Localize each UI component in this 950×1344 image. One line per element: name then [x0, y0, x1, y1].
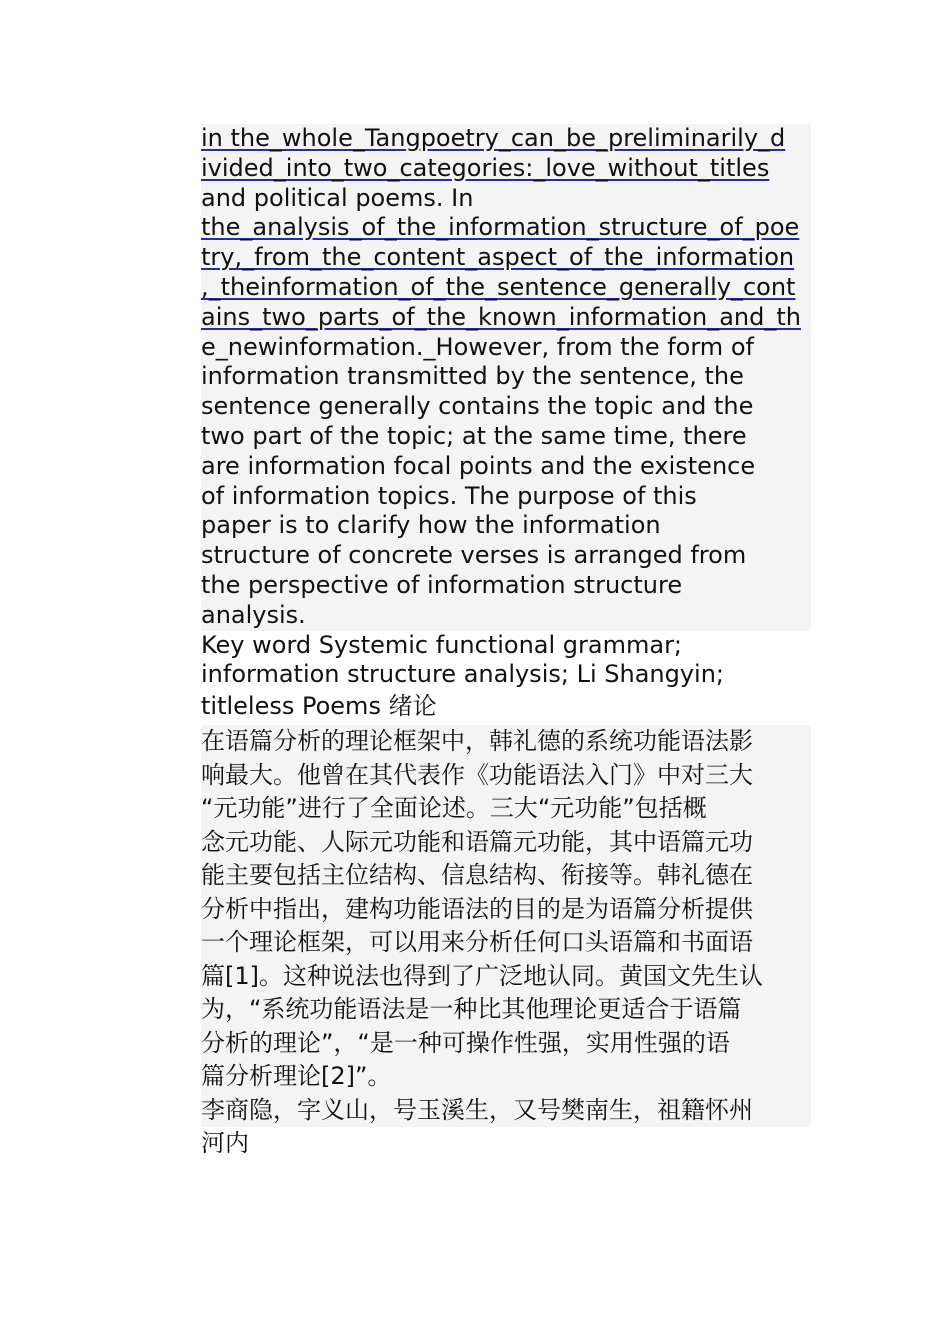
intro-line: 响最大。他曾在其代表作《功能语法入门》中对三大 — [201, 759, 811, 793]
intro-line: 能主要包括主位结构、信息结构、衔接等。韩礼德在 — [201, 859, 811, 893]
abstract-line-text: ivided_into_two_categories:_love_without_titles — [201, 153, 770, 182]
abstract-line — [201, 422, 811, 452]
abstract-line-text: ,_theinformation_of_the_sentence_generally_cont — [201, 272, 796, 301]
abstract-line-text: the perspective of information structure — [201, 570, 683, 599]
abstract-line — [201, 213, 811, 243]
abstract-line-text: and political poems. In — [201, 183, 474, 212]
abstract-line-text: try,_from_the_content_aspect_of_the_information — [201, 243, 795, 272]
abstract-line — [201, 273, 811, 303]
abstract-line-text: the_analysis_of_the_information_structure_of_poe — [201, 213, 800, 242]
bio-line: 河内 — [201, 1129, 249, 1158]
abstract-line — [201, 124, 811, 154]
abstract-line — [201, 154, 811, 184]
abstract-line-text: ains_two_parts_of_the_known_information_and_th — [201, 302, 801, 331]
abstract-line — [201, 601, 811, 631]
abstract-line — [201, 362, 811, 392]
abstract-line-text: structure of concrete verses is arranged from — [201, 541, 747, 570]
intro-line: “元功能”进行了全面论述。三大“元功能”包括概 — [201, 792, 811, 826]
abstract-line-text: paper is to clarify how the information — [201, 511, 661, 540]
bio-line: 李商隐，字义山，号玉溪生，又号樊南生，祖籍怀州 — [201, 1094, 811, 1128]
intro-paragraph — [201, 725, 811, 1094]
bio-paragraph — [201, 1094, 811, 1161]
abstract-line — [201, 184, 811, 214]
abstract-line-text: of information topics. The purpose of this — [201, 481, 697, 510]
abstract-line-text: sentence generally contains the topic and the — [201, 392, 754, 421]
abstract-line — [201, 303, 811, 333]
abstract-text — [201, 124, 811, 631]
abstract-line-text: two part of the topic; at the same time, there — [201, 421, 747, 450]
intro-line: 为，“系统功能语法是一种比其他理论更适合于语篇 — [201, 993, 811, 1027]
abstract-line — [201, 541, 811, 571]
intro-line: 篇分析理论[2]”。 — [201, 1060, 811, 1094]
intro-line: 分析的理论”，“是一种可操作性强，实用性强的语 — [201, 1027, 811, 1061]
abstract-line — [201, 511, 811, 541]
intro-line: 篇[1]。这种说法也得到了广泛地认同。黄国文先生认 — [201, 960, 811, 994]
abstract-line-text: information transmitted by the sentence, the — [201, 362, 744, 391]
keywords-line: titleless Poems 绪论 — [201, 692, 437, 721]
abstract-line-text: in the_whole_Tangpoetry_can_be_preliminarily_d — [201, 124, 786, 152]
abstract-line-text: e_newinformation._However, from the form of — [201, 332, 754, 361]
intro-line: 在语篇分析的理论框架中，韩礼德的系统功能语法影 — [201, 725, 811, 759]
abstract-line-text: are information focal points and the existence — [201, 451, 756, 480]
intro-line: 一个理论框架，可以用来分析任何口头语篇和书面语 — [201, 926, 811, 960]
intro-line: 分析中指出，建构功能语法的目的是为语篇分析提供 — [201, 893, 811, 927]
abstract-line — [201, 333, 811, 363]
keywords-line: Key word Systemic functional grammar; — [201, 630, 683, 659]
abstract-line — [201, 243, 811, 273]
keywords-text — [201, 631, 811, 724]
document-page — [201, 124, 811, 1161]
abstract-line-text: analysis. — [201, 600, 306, 629]
abstract-line — [201, 482, 811, 512]
keywords-line: information structure analysis; Li Shangyin; — [201, 660, 725, 689]
abstract-line — [201, 452, 811, 482]
abstract-line — [201, 571, 811, 601]
intro-line: 念元功能、人际元功能和语篇元功能，其中语篇元功 — [201, 826, 811, 860]
abstract-line — [201, 392, 811, 422]
